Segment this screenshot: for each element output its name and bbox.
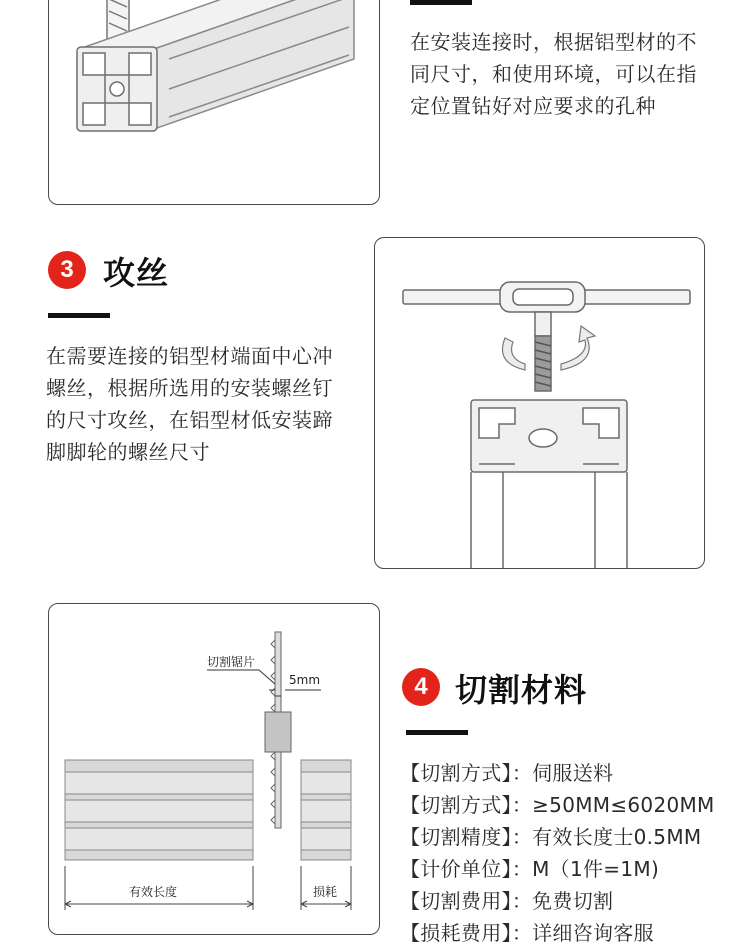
- spec-key: 【切割方式】: [400, 793, 512, 817]
- tap-image-panel: [374, 237, 705, 569]
- spec-value: 伺服送料: [532, 761, 614, 785]
- profile-top-icon: [471, 400, 627, 569]
- drill-image-panel: [48, 0, 380, 205]
- effective-profile-icon: [65, 760, 253, 860]
- tapping-illustration: [375, 238, 705, 569]
- drill-accent-bar: [410, 0, 472, 5]
- spec-separator: ：: [511, 921, 533, 945]
- effective-length-label: 有效长度: [129, 885, 178, 899]
- spec-key: 【切割费用】: [400, 889, 512, 913]
- spec-row: [400, 821, 715, 853]
- spec-separator: ：: [511, 889, 533, 913]
- cutting-diagram: [49, 604, 380, 935]
- loss-label: 损耗: [313, 885, 338, 899]
- spec-separator: ：: [511, 793, 533, 817]
- spec-row: [400, 917, 715, 949]
- spec-separator: ：: [511, 761, 533, 785]
- cut-accent-bar: [406, 730, 468, 735]
- saw-blade-icon: [265, 632, 291, 828]
- drilled-profile-illustration: [49, 0, 380, 205]
- spec-value: 详细咨询客服: [532, 921, 654, 945]
- tap-wrench-icon: [403, 282, 690, 312]
- tap-section-title: 攻丝: [103, 254, 170, 292]
- cut-spec-list: [400, 757, 715, 949]
- spec-key: 【损耗费用】: [400, 921, 512, 945]
- spec-key: 【计价单位】: [400, 857, 512, 881]
- spec-row: [400, 789, 715, 821]
- spec-row: [400, 757, 715, 789]
- profile-end-face-icon: [77, 47, 157, 131]
- tap-accent-bar: [48, 313, 110, 318]
- tap-description: 在需要连接的铝型材端面中心冲螺丝，根据所选用的安装螺丝钉的尺寸攻丝，在铝型材低安装蹄脚脚轮的螺丝尺寸: [46, 344, 333, 464]
- spec-separator: ：: [511, 825, 533, 849]
- spec-key: 【切割精度】: [400, 825, 512, 849]
- loss-profile-icon: [301, 760, 351, 860]
- spec-value: ≥50MM≤6020MM: [532, 793, 715, 817]
- step-4-badge: 4: [402, 668, 440, 706]
- spec-value: M（1件=1M): [532, 857, 660, 881]
- spec-value: 免费切割: [532, 889, 614, 913]
- cut-section-title: 切割材料: [455, 671, 588, 709]
- cut-diagram-panel: [48, 603, 380, 935]
- blade-label: 切割锯片: [207, 655, 256, 669]
- drill-description: 在安装连接时，根据铝型材的不同尺寸，和使用环境，可以在指定位置钻好对应要求的孔种: [410, 30, 697, 118]
- spec-separator: ：: [511, 857, 533, 881]
- step-3-badge: 3: [48, 251, 86, 289]
- blade-width-label: 5mm: [289, 673, 321, 687]
- spec-row: [400, 885, 715, 917]
- spec-key: 【切割方式】: [400, 761, 512, 785]
- spec-value: 有效长度士0.5MM: [532, 825, 702, 849]
- spec-row: [400, 853, 715, 885]
